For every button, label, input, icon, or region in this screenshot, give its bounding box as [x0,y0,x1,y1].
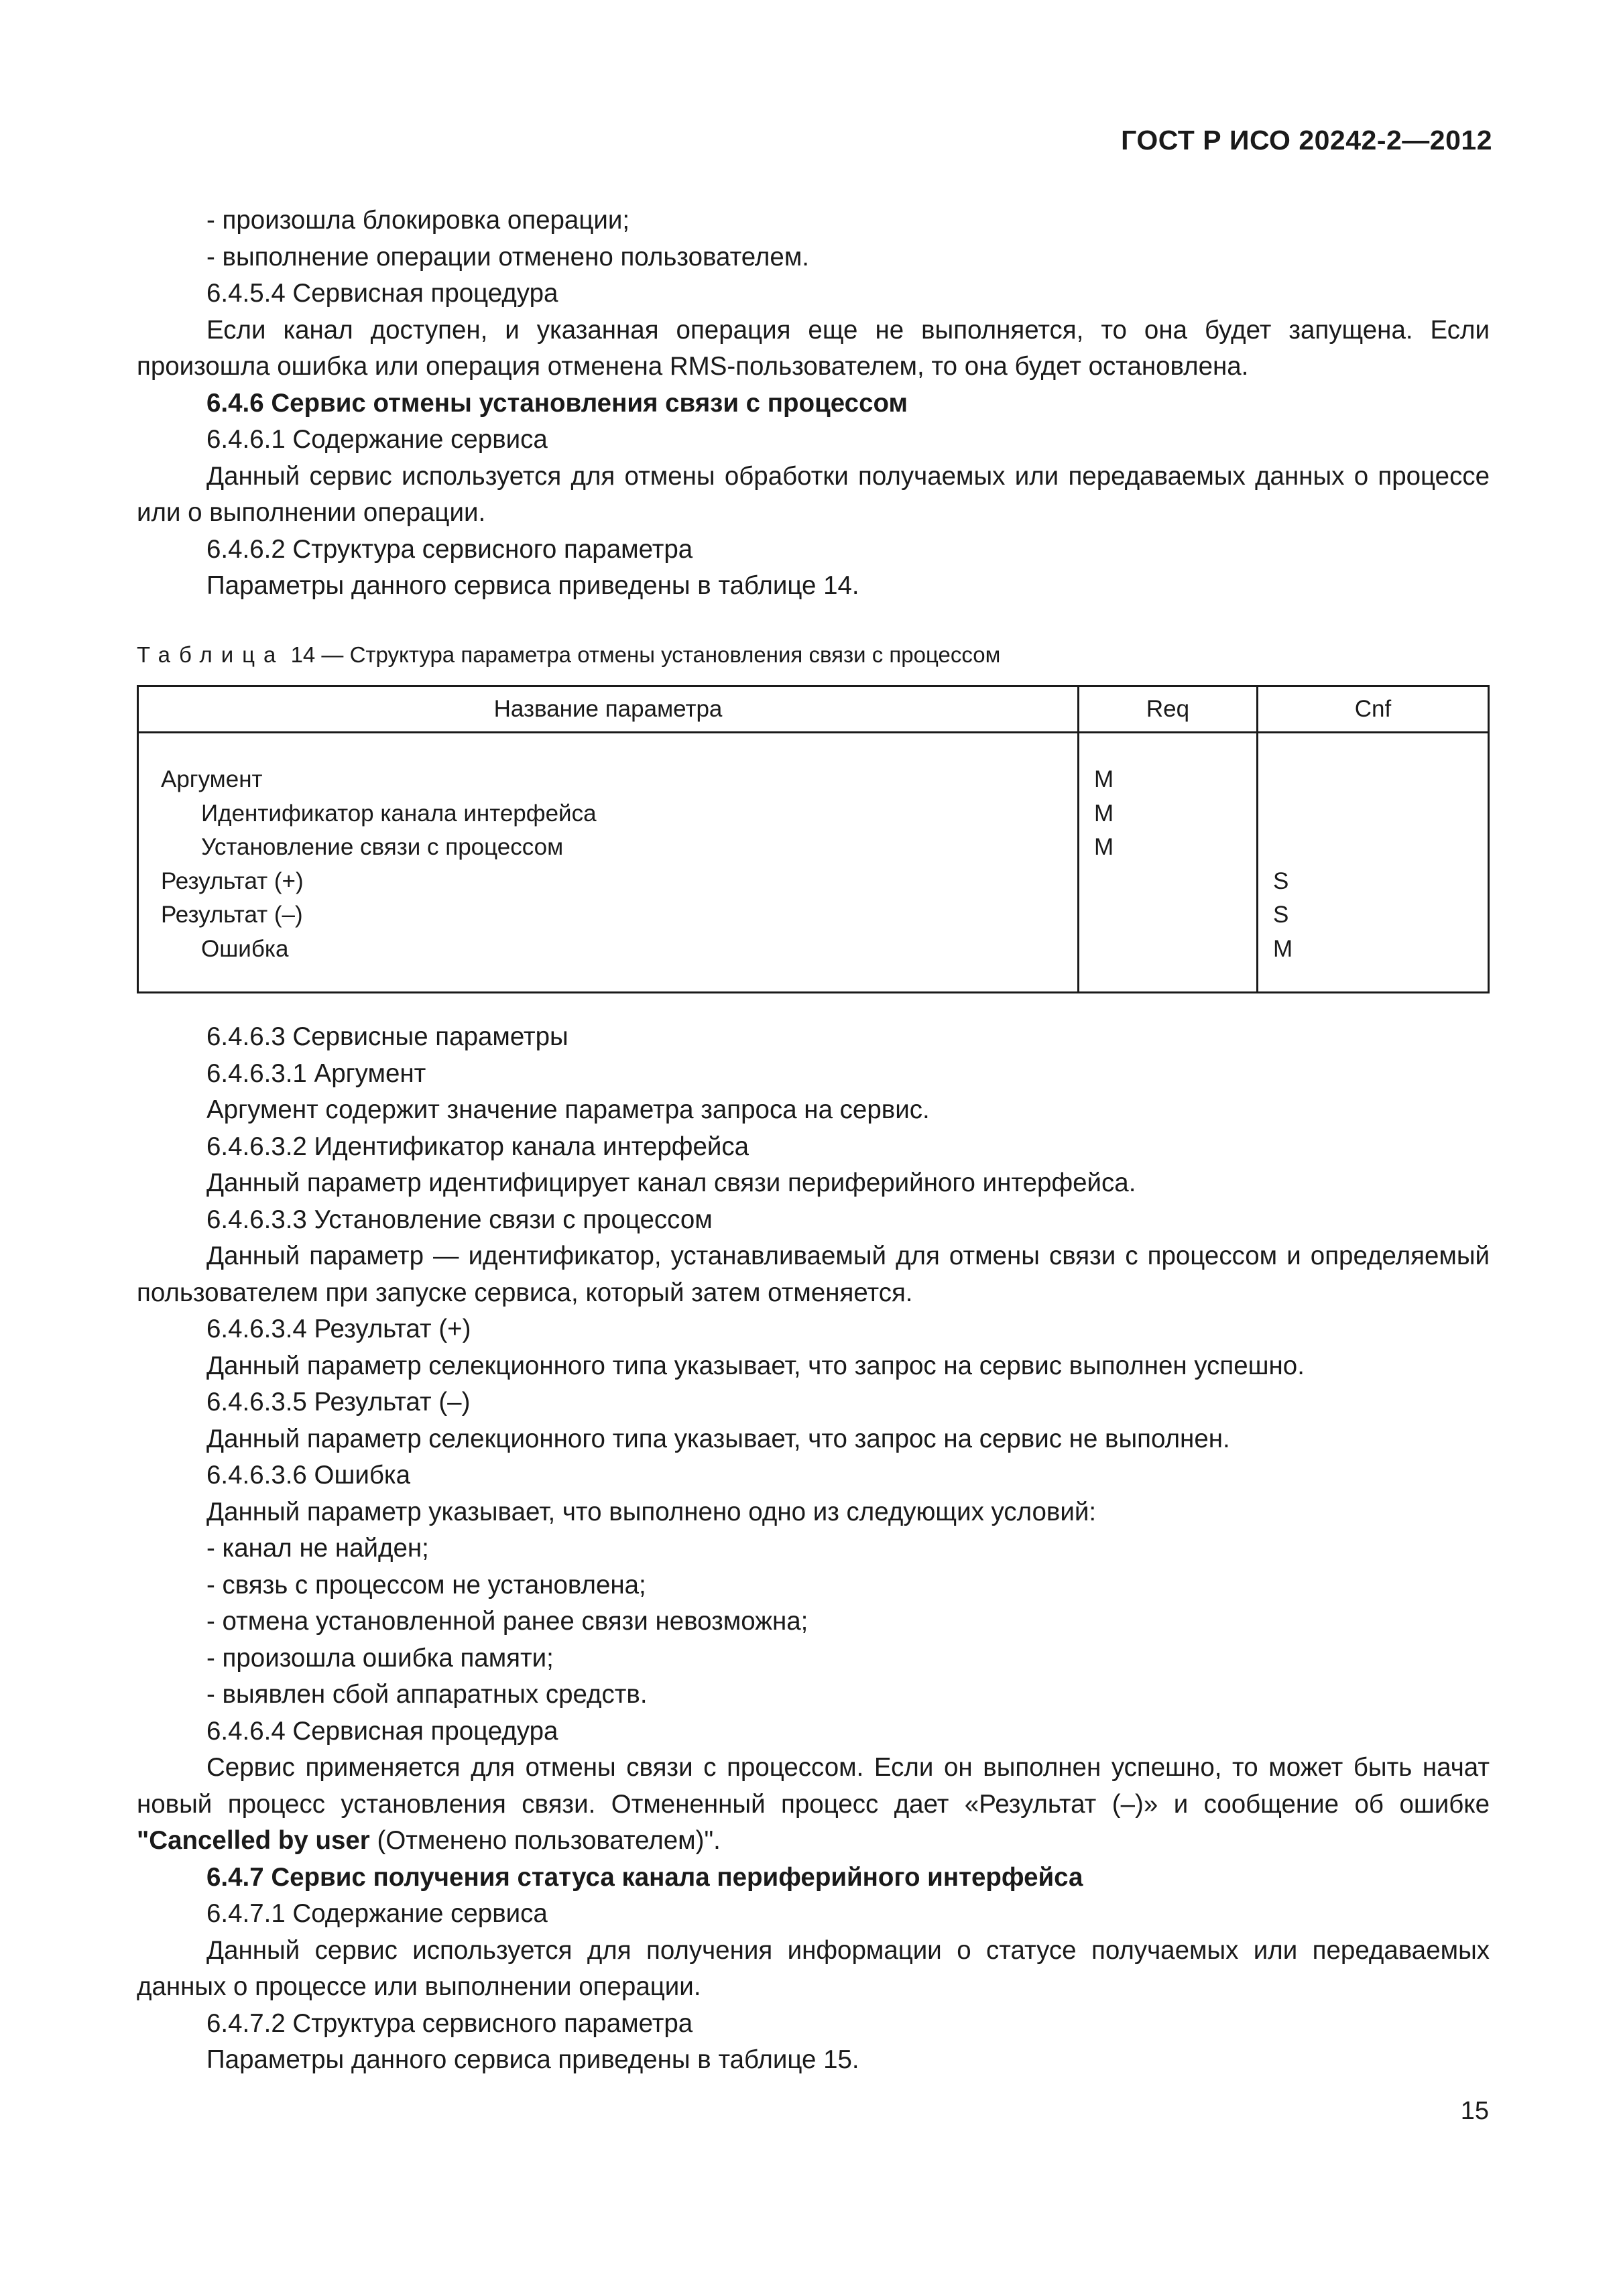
paragraph: - произошла блокировка операции; [206,206,630,235]
paragraph: Параметры данного сервиса приведены в таблице 15. [206,2045,859,2074]
paragraph: 6.4.7.1 Содержание сервиса [206,1899,548,1928]
req-column [1079,733,1258,993]
paragraph: Аргумент содержит значение параметра запроса на сервис. [206,1095,930,1124]
paragraph: Данный параметр идентифицирует канал связи периферийного интерфейса. [206,1168,1136,1197]
section-heading-6-4-6: 6.4.6 Сервис отмены установления связи с процессом [206,388,908,418]
section-heading-6-4-7: 6.4.7 Сервис получения статуса канала периферийного интерфейса [206,1862,1083,1892]
paragraph: Данный параметр — идентификатор, устанавливаемый для отмены связи с процессом и определяемый пользователем при запуске сервиса, который затем отменяется. [137,1242,1490,1307]
cnf-column [1258,733,1489,993]
param-name: Результат (+) [161,867,304,894]
paragraph: Данный сервис используется для отмены обработки получаемых или передаваемых данных о процессе или о выполнении операции. [137,461,1490,527]
param-name-column [138,733,1079,993]
text-block-top [137,202,1490,605]
paragraph-text: Сервис применяется для отмены связи с процессом. Если он выполнен успешно, то может быть начат новый процесс установления связи. Отмененный процесс дает «Результат (–)» и сообщение об ошибке [137,1753,1490,1819]
cnf-value: S [1273,867,1289,894]
header-param-name: Название параметра [138,686,1079,733]
paragraph: 6.4.6.3 Сервисные параметры [206,1022,568,1051]
paragraph: Данный параметр указывает, что выполнено одно из следующих условий: [206,1497,1097,1526]
list-item: - выявлен сбой аппаратных средств. [206,1680,648,1709]
paragraph: 6.4.6.4 Сервисная процедура [206,1716,558,1746]
paragraph-text: (Отменено пользователем)". [369,1826,721,1855]
paragraph: - выполнение операции отменено пользователем. [206,242,809,271]
paragraph-with-error-message [137,1750,1490,1860]
table-caption-prefix: Таблица [137,642,285,667]
paragraph: 6.4.6.3.4 Результат (+) [206,1315,471,1343]
text-block-bottom [137,1019,1490,2079]
cnf-value [1258,831,1488,865]
paragraph: Данный сервис используется для получения информации о статусе получаемых или передаваемых данных о процессе или выполнении операции. [137,1935,1490,2001]
header-req: Req [1079,686,1258,733]
paragraph: 6.4.6.2 Структура сервисного параметра [206,534,693,564]
paragraph: Параметры данного сервиса приведены в таблице 14. [206,571,859,600]
param-name: Аргумент [161,766,263,792]
parameter-table [137,685,1490,993]
list-item: - связь с процессом не установлена; [206,1570,646,1599]
paragraph: Данный параметр селекционного типа указывает, что запрос на сервис выполнен успешно. [206,1351,1305,1380]
param-name: Ошибка [201,935,289,962]
table-caption-text: 14 — Структура параметра отмены установления связи с процессом [290,642,1001,667]
paragraph: 6.4.7.2 Структура сервисного параметра [206,2008,693,2038]
paragraph: 6.4.6.3.3 Установление связи с процессом [206,1205,713,1234]
req-value: M [1094,766,1114,792]
cnf-value [1258,797,1488,831]
paragraph: Данный параметр селекционного типа указывает, что запрос на сервис не выполнен. [206,1424,1230,1453]
document-code-header: ГОСТ Р ИСО 20242-2—2012 [1121,125,1492,156]
cnf-value: M [1273,935,1293,962]
paragraph: 6.4.6.1 Содержание сервиса [206,425,548,454]
paragraph: Если канал доступен, и указанная операция еще не выполняется, то она будет запущена. Если произошла ошибка или операция отменена RMS-пользователем, то она будет остановлена. [137,315,1490,381]
table-body-row [138,733,1489,993]
param-name: Идентификатор канала интерфейса [201,800,597,827]
header-cnf: Cnf [1258,686,1489,733]
req-value: M [1094,800,1114,827]
paragraph: 6.4.5.4 Сервисная процедура [206,279,558,308]
error-message-text: Cancelled by user [149,1826,370,1855]
paragraph: 6.4.6.3.1 Аргумент [206,1059,426,1088]
req-value: M [1094,834,1114,860]
list-item: - отмена установленной ранее связи невозможна; [206,1607,808,1636]
param-name: Результат (–) [161,902,303,928]
quote-mark: " [137,1826,149,1855]
cnf-value [1258,763,1488,797]
paragraph: 6.4.6.3.2 Идентификатор канала интерфейса [206,1132,749,1161]
table-header-row [138,686,1489,733]
paragraph: 6.4.6.3.5 Результат (–) [206,1388,471,1416]
list-item: - канал не найден; [206,1534,429,1563]
paragraph: 6.4.6.3.6 Ошибка [206,1461,411,1490]
list-item: - произошла ошибка памяти; [206,1643,554,1673]
page-number: 15 [1460,2097,1489,2125]
table-caption [137,640,1000,670]
cnf-value: S [1273,902,1289,928]
param-name: Установление связи с процессом [201,834,564,860]
